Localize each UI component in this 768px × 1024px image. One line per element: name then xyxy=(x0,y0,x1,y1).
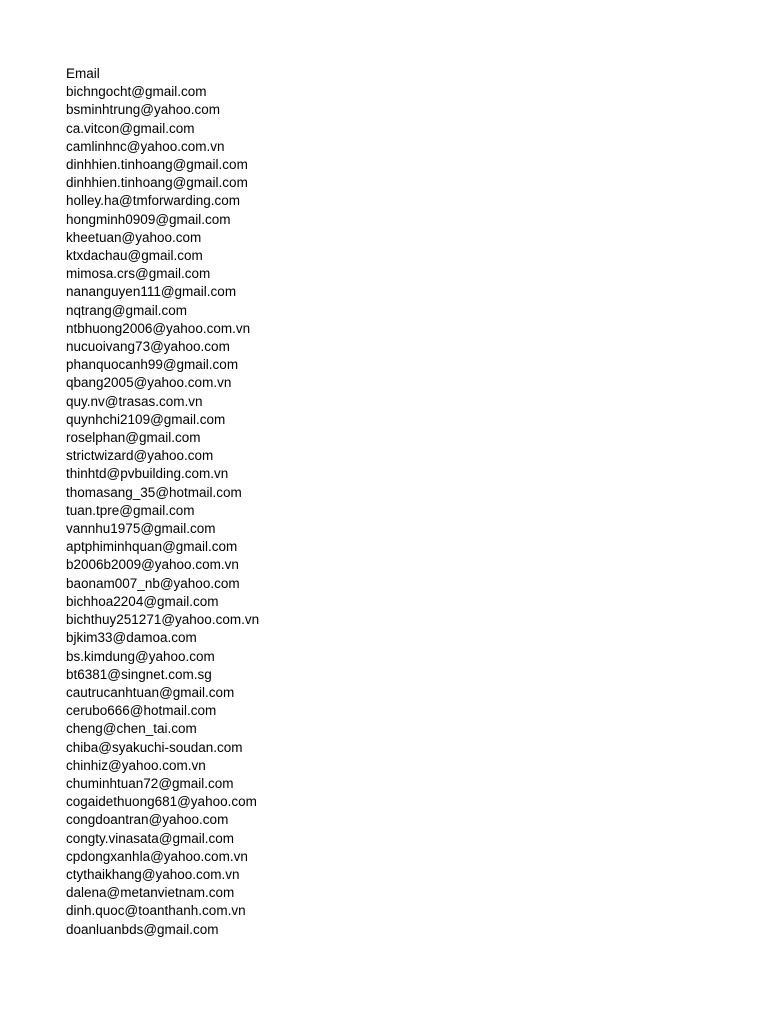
email-entry: hongminh0909@gmail.com xyxy=(66,211,231,227)
email-entry: congdoantran@yahoo.com xyxy=(66,812,229,828)
email-entry: dalena@metanvietnam.com xyxy=(66,885,235,901)
email-entry: cerubo666@hotmail.com xyxy=(66,703,217,719)
email-entry: nucuoivang73@yahoo.com xyxy=(66,339,230,355)
email-entry: baonam007_nb@yahoo.com xyxy=(66,575,240,591)
email-entry: tuan.tpre@gmail.com xyxy=(66,502,195,518)
email-entry: cogaidethuong681@yahoo.com xyxy=(66,794,257,810)
column-header: Email xyxy=(66,66,100,81)
email-entry: bichthuy251271@yahoo.com.vn xyxy=(66,612,260,628)
email-entry: roselphan@gmail.com xyxy=(66,430,201,446)
email-entry: qbang2005@yahoo.com.vn xyxy=(66,375,232,391)
email-entry: holley.ha@tmforwarding.com xyxy=(66,193,241,209)
email-entry: bjkim33@damoa.com xyxy=(66,630,197,646)
email-entry: ktxdachau@gmail.com xyxy=(66,248,203,264)
email-entry: mimosa.crs@gmail.com xyxy=(66,266,211,282)
email-entry: aptphiminhquan@gmail.com xyxy=(66,539,238,555)
email-entry: thomasang_35@hotmail.com xyxy=(66,484,242,500)
email-entry: dinhhien.tinhoang@gmail.com xyxy=(66,175,248,191)
email-entry: chuminhtuan72@gmail.com xyxy=(66,775,234,791)
email-entry: dinh.quoc@toanthanh.com.vn xyxy=(66,903,246,919)
email-entry: phanquocanh99@gmail.com xyxy=(66,357,239,373)
email-entry: bichngocht@gmail.com xyxy=(66,84,207,100)
email-entry: ntbhuong2006@yahoo.com.vn xyxy=(66,320,251,336)
email-entry: quy.nv@trasas.com.vn xyxy=(66,393,203,409)
email-entry: strictwizard@yahoo.com xyxy=(66,448,214,464)
email-entry: vannhu1975@gmail.com xyxy=(66,521,216,537)
email-entry: camlinhnc@yahoo.com.vn xyxy=(66,138,225,154)
email-entry: ca.vitcon@gmail.com xyxy=(66,120,195,136)
email-entry: kheetuan@yahoo.com xyxy=(66,229,202,245)
email-entry: bsminhtrung@yahoo.com xyxy=(66,102,221,118)
email-list xyxy=(66,83,666,939)
email-entry: doanluanbds@gmail.com xyxy=(66,921,219,937)
email-entry: thinhtd@pvbuilding.com.vn xyxy=(66,466,229,482)
email-entry: cautrucanhtuan@gmail.com xyxy=(66,684,235,700)
document-page xyxy=(66,65,666,939)
email-entry: bt6381@singnet.com.sg xyxy=(66,666,212,682)
email-entry: bichhoa2204@gmail.com xyxy=(66,593,219,609)
email-entry: chinhiz@yahoo.com.vn xyxy=(66,757,206,773)
email-entry: nananguyen111@gmail.com xyxy=(66,284,237,300)
email-entry: dinhhien.tinhoang@gmail.com xyxy=(66,157,248,173)
email-entry: cheng@chen_tai.com xyxy=(66,721,197,737)
email-entry: bs.kimdung@yahoo.com xyxy=(66,648,215,664)
email-entry: nqtrang@gmail.com xyxy=(66,302,188,318)
email-entry: congty.vinasata@gmail.com xyxy=(66,830,235,846)
email-entry: quynhchi2109@gmail.com xyxy=(66,411,226,427)
email-entry: ctythaikhang@yahoo.com.vn xyxy=(66,866,240,882)
email-entry: chiba@syakuchi-soudan.com xyxy=(66,739,243,755)
email-entry: b2006b2009@yahoo.com.vn xyxy=(66,557,239,573)
email-entry: cpdongxanhla@yahoo.com.vn xyxy=(66,848,248,864)
